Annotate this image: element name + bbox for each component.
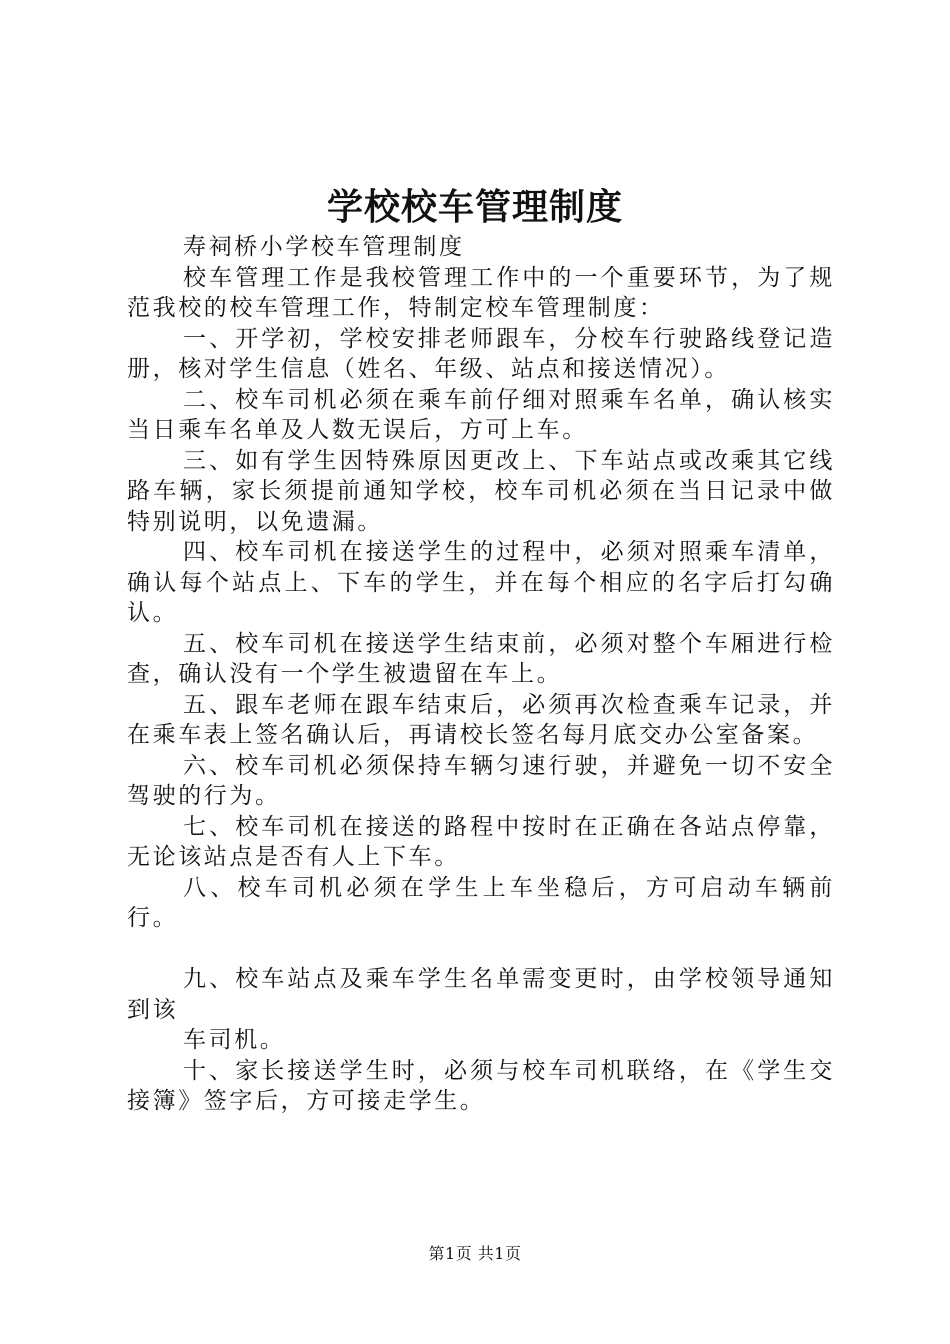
document-body xyxy=(127,232,835,1117)
rule-paragraph: 五、跟车老师在跟车结束后，必须再次检查乘车记录，并在乘车表上签名确认后，再请校长签名每月底交办公室备案。 xyxy=(127,691,835,748)
document-title: 学校校车管理制度 xyxy=(326,186,623,228)
rule-paragraph: 四、校车司机在接送学生的过程中，必须对照乘车清单，确认每个站点上、下车的学生，并在每个相应的名字后打勾确认。 xyxy=(127,539,835,626)
rule-paragraph: 一、开学初，学校安排老师跟车，分校车行驶路线登记造册，核对学生信息（姓名、年级、站点和接送情况）。 xyxy=(127,325,835,382)
rule-paragraph: 三、如有学生因特殊原因更改上、下车站点或改乘其它线路车辆，家长须提前通知学校，校车司机必须在当日记录中做特别说明，以免遗漏。 xyxy=(127,447,835,535)
rule-paragraph: 八、校车司机必须在学生上车坐稳后，方可启动车辆前行。 xyxy=(127,874,835,931)
rule-continuation: 车司机。 xyxy=(183,1027,286,1053)
rule-paragraph: 六、校车司机必须保持车辆匀速行驶，并避免一切不安全驾驶的行为。 xyxy=(127,752,835,809)
rule-paragraph: 十、家长接送学生时，必须与校车司机联络，在《学生交接簿》签字后，方可接走学生。 xyxy=(127,1057,835,1114)
rule-paragraph: 九、校车站点及乘车学生名单需变更时，由学校领导通知到该 xyxy=(127,966,835,1023)
subtitle-paragraph: 寿祠桥小学校车管理制度 xyxy=(183,234,465,260)
rule-paragraph: 七、校车司机在接送的路程中按时在正确在各站点停靠，无论该站点是否有人上下车。 xyxy=(127,813,835,870)
page-footer: 第1页 共1页 xyxy=(428,1244,522,1263)
rule-paragraph: 二、校车司机必须在乘车前仔细对照乘车名单，确认核实当日乘车名单及人数无误后，方可上车。 xyxy=(127,386,835,443)
rule-paragraph: 五、校车司机在接送学生结束前，必须对整个车厢进行检查，确认没有一个学生被遗留在车上。 xyxy=(127,630,835,687)
intro-paragraph: 校车管理工作是我校管理工作中的一个重要环节，为了规范我校的校车管理工作，特制定校车管理制度： xyxy=(127,264,835,321)
